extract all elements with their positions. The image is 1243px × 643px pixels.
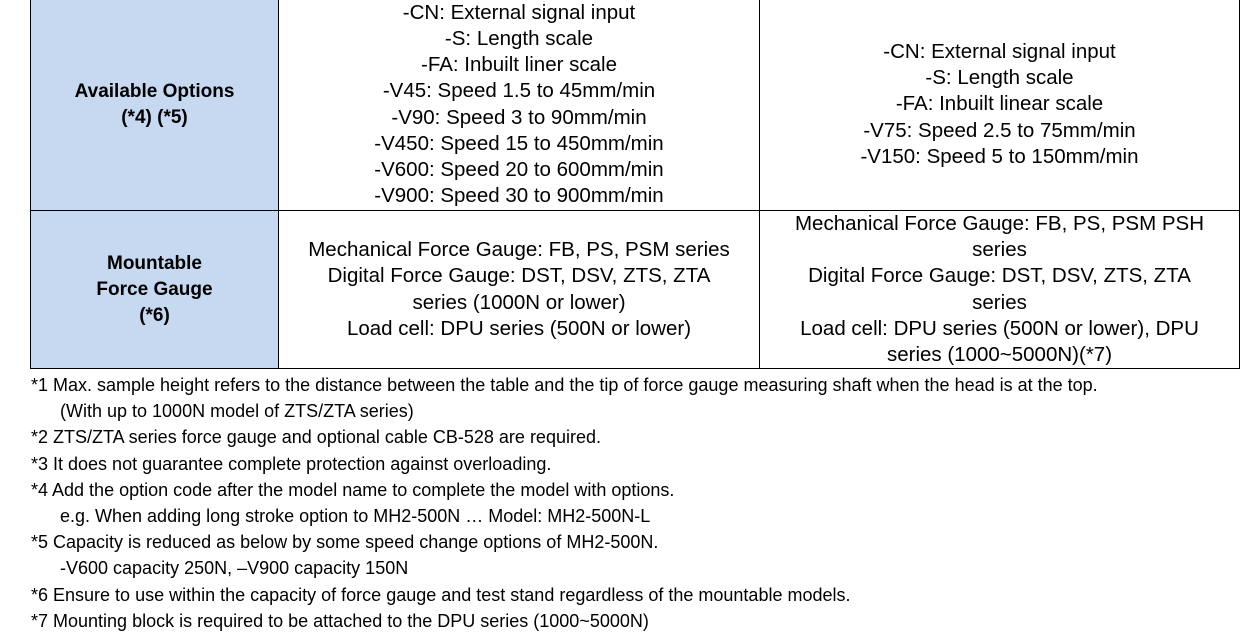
gauge-line: series — [972, 290, 1027, 314]
header-line: Force Gauge — [96, 278, 213, 300]
footnote-5-sub: -V600 capacity 250N, –V900 capacity 150N — [60, 558, 409, 579]
footnote-4-sub: e.g. When adding long stroke option to MH2-500N … Model: MH2-500N-L — [60, 506, 651, 527]
option-line: -FA: Inbuilt linear scale — [895, 92, 1104, 116]
gauge-line: Mechanical Force Gauge: FB, PS, PSM series — [308, 238, 730, 262]
gauge-line: series — [972, 238, 1027, 262]
footnote-2: *2 ZTS/ZTA series force gauge and optional cable CB-528 are required. — [31, 427, 601, 448]
gauge-line: Load cell: DPU series (500N or lower), DPU — [800, 316, 1199, 340]
footnote-1: *1 Max. sample height refers to the distance between the table and the tip of force gauge measuring shaft when the head is at the top. — [31, 375, 1098, 395]
option-line: -S: Length scale — [925, 66, 1074, 90]
options-col2 — [760, 0, 1240, 211]
footnote-4: *4 Add the option code after the model name to complete the model with options. — [31, 479, 675, 500]
gauge-line: Load cell: DPU series (500N or lower) — [346, 316, 692, 340]
option-line: -V45: Speed 1.5 to 45mm/min — [382, 79, 656, 103]
gauge-line: Digital Force Gauge: DST, DSV, ZTS, ZTA — [327, 264, 711, 288]
footnotes — [31, 372, 1098, 634]
row-mountable-force-gauge — [31, 211, 1240, 369]
gauge-line: Digital Force Gauge: DST, DSV, ZTS, ZTA — [808, 264, 1191, 288]
options-col1 — [279, 0, 760, 211]
footnote-3: *3 It does not guarantee complete protection against overloading. — [31, 453, 552, 474]
footnote-5: *5 Capacity is reduced as below by some speed change options of MH2-500N. — [31, 532, 659, 553]
header-mountable-force-gauge — [31, 211, 279, 369]
option-line: -V90: Speed 3 to 90mm/min — [391, 105, 647, 129]
gauge-col2 — [760, 211, 1240, 369]
spec-table-body — [31, 0, 1240, 369]
option-line: -FA: Inbuilt liner scale — [421, 53, 617, 77]
option-line: -V900: Speed 30 to 900mm/min — [374, 184, 664, 208]
header-line: Available Options — [74, 80, 235, 102]
option-line: -V150: Speed 5 to 150mm/min — [860, 144, 1139, 168]
row-available-options — [31, 0, 1240, 211]
gauge-line: series (1000N or lower) — [412, 290, 626, 314]
gauge-col1 — [279, 211, 760, 369]
footnote-6: *6 Ensure to use within the capacity of force gauge and test stand regardless of the mountable models. — [31, 584, 851, 605]
header-line: (*4) (*5) — [121, 106, 188, 128]
footnote-1-sub: (With up to 1000N model of ZTS/ZTA series) — [60, 401, 414, 422]
option-line: -V75: Speed 2.5 to 75mm/min — [863, 118, 1136, 142]
spec-table — [30, 0, 1240, 369]
gauge-line: Mechanical Force Gauge: FB, PS, PSM PSH — [794, 212, 1205, 235]
option-line: -CN: External signal input — [883, 39, 1116, 63]
option-line: -V450: Speed 15 to 450mm/min — [374, 131, 664, 155]
header-line: (*6) — [139, 304, 170, 326]
option-line: -S: Length scale — [444, 26, 594, 50]
option-line: -V600: Speed 20 to 600mm/min — [374, 157, 664, 181]
gauge-line: series (1000~5000N)(*7) — [886, 343, 1113, 367]
header-line: Mountable — [107, 252, 202, 274]
footnote-7: *7 Mounting block is required to be attached to the DPU series (1000~5000N) — [31, 610, 649, 631]
option-line: -CN: External signal input — [402, 0, 636, 24]
header-available-options — [31, 0, 279, 211]
